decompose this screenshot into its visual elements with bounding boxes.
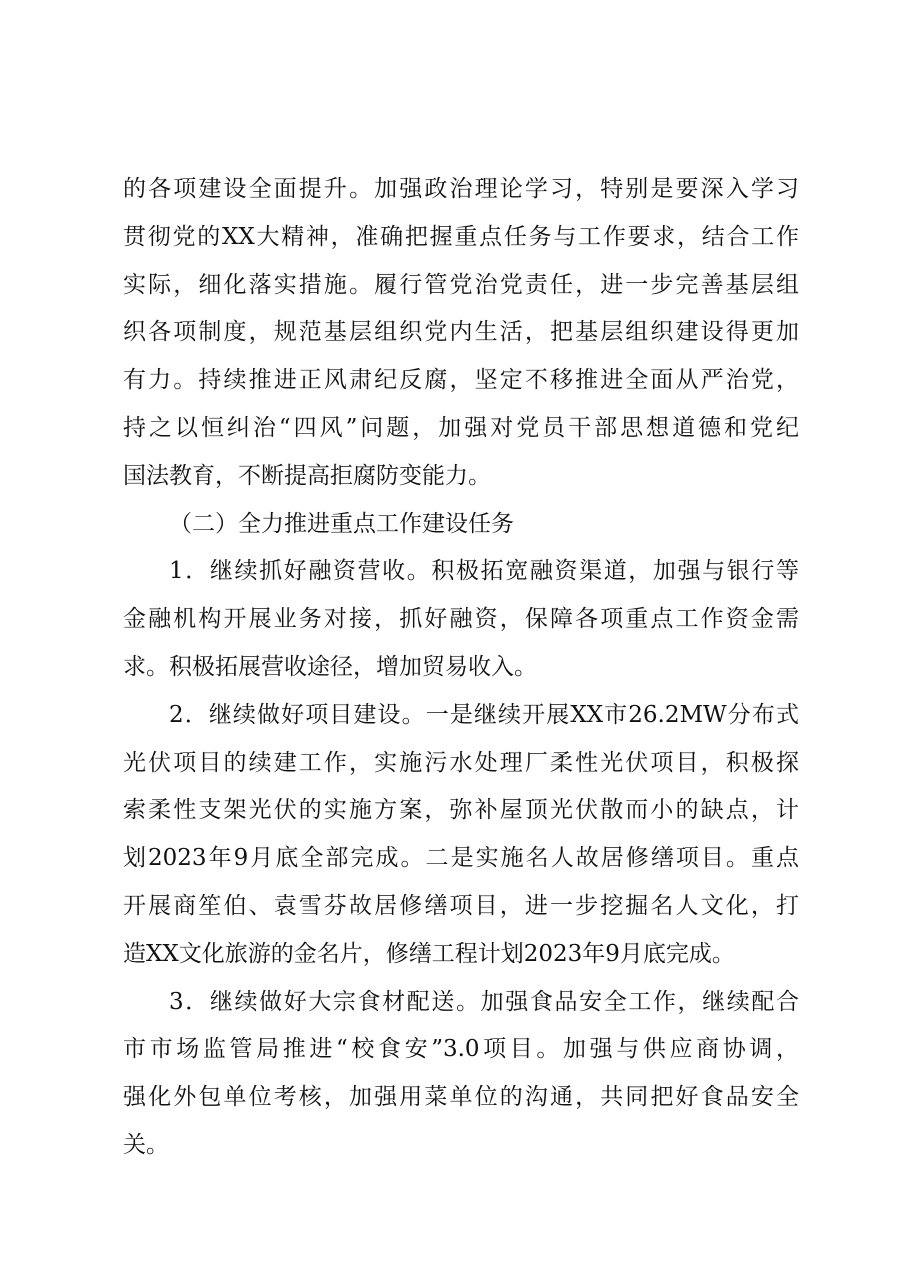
text-line: 金融机构开展业务对接，抓好融资，保障各项重点工作资金需 [123,606,799,633]
section-heading: （二）全力推进重点工作建设任务 [169,510,514,537]
text-line: 持之以恒纠治“四风”问题，加强对党员干部思想道德和党纪 [123,414,799,441]
document-body [123,166,799,1170]
text-line: 市市场监管局推进“校食安”3.0项目。加强与供应商协调， [123,1036,799,1063]
text-line: 贯彻党的XX大精神，准确把握重点任务与工作要求，结合工作 [123,223,799,250]
text-line: 强化外包单位考核，加强用菜单位的沟通，共同把好食品安全 [123,1084,799,1111]
text-line: 划2023年9月底全部完成。二是实施名人故居修缮项目。重点 [123,845,799,872]
text-line: 1．继续抓好融资营收。积极拓宽融资渠道，加强与银行等 [169,558,799,585]
text-line: 的各项建设全面提升。加强政治理论学习，特别是要深入学习 [123,176,799,202]
text-line: 造XX文化旅游的金名片，修缮工程计划2023年9月底完成。 [123,940,735,967]
text-line: 有力。持续推进正风肃纪反腐，坚定不移推进全面从严治党， [123,367,799,394]
text-line: 光伏项目的续建工作，实施污水处理厂柔性光伏项目，积极探 [123,749,799,776]
text-line: 国法教育，不断提高拒腐防变能力。 [123,462,491,489]
text-line: 2．继续做好项目建设。一是继续开展XX市26.2MW分布式 [169,701,799,728]
text-line: 3．继续做好大宗食材配送。加强食品安全工作，继续配合 [169,988,799,1015]
text-line: 求。积极拓展营收途径，增加贸易收入。 [123,653,537,680]
text-line: 织各项制度，规范基层组织党内生活，把基层组织建设得更加 [123,319,799,346]
text-line: 关。 [123,1131,169,1158]
text-line: 索柔性支架光伏的实施方案，弥补屋顶光伏散而小的缺点，计 [123,797,799,824]
text-line: 实际，细化落实措施。履行管党治党责任，进一步完善基层组 [123,271,799,298]
text-line: 开展商笙伯、袁雪芬故居修缮项目，进一步挖掘名人文化，打 [123,892,799,919]
